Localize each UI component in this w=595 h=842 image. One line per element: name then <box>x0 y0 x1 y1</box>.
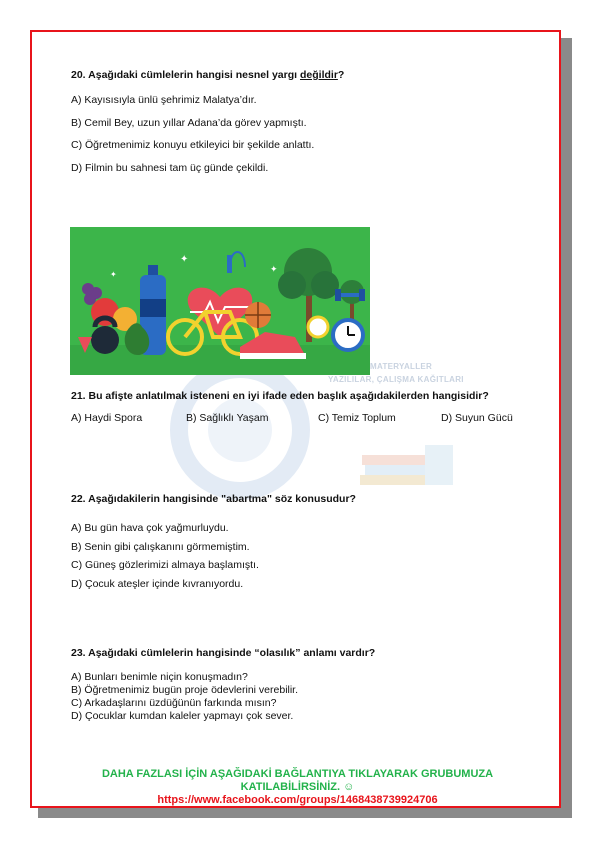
q20-option-b[interactable]: B) Cemil Bey, uzun yıllar Adana’da görev yapmıştı. <box>71 117 307 129</box>
q22-option-a[interactable]: A) Bu gün hava çok yağmurluydu. <box>71 522 229 534</box>
watermark-seal-inner <box>208 398 272 462</box>
svg-text:✦: ✦ <box>180 254 189 265</box>
illustration-svg <box>70 227 370 375</box>
q21-option-c[interactable]: C) Temiz Toplum <box>318 412 396 424</box>
svg-text:✦: ✦ <box>270 264 278 274</box>
q22-option-d[interactable]: D) Çocuk ateşler içinde kıvranıyordu. <box>71 578 244 590</box>
q23-option-c[interactable]: C) Arkadaşlarını üzdüğünün farkında mısın? <box>71 697 277 709</box>
question-22-title: 22. Aşağıdakilerin hangisinde "abartma" söz konusudur? <box>71 493 356 505</box>
q22-option-b[interactable]: B) Senin gibi çalışkanını görmemiştim. <box>71 541 250 553</box>
q20-option-a[interactable]: A) Kayısısıyla ünlü şehrimiz Malatya’dır. <box>71 94 257 106</box>
q21-option-a[interactable]: A) Haydi Spora <box>71 412 143 424</box>
footer-link[interactable]: https://www.facebook.com/groups/1468438739924706 <box>157 794 438 806</box>
q20-option-d[interactable]: D) Filmin bu sahnesi tam üç günde çekildi. <box>71 162 269 174</box>
q21-option-d[interactable]: D) Suyun Gücü <box>441 412 513 424</box>
q20-option-c[interactable]: C) Öğretmenimiz konuyu etkileyici bir şekilde anlattı. <box>71 139 315 151</box>
watermark-line1: MATERYALLER <box>370 362 433 371</box>
svg-text:✦: ✦ <box>110 270 117 279</box>
q23-option-b[interactable]: B) Öğretmenimiz bugün proje ödevlerini verebilir. <box>71 684 299 696</box>
watermark-books <box>360 445 460 495</box>
question-23-title: 23. Aşağıdaki cümlelerin hangisinde “olasılık” anlamı vardır? <box>71 647 376 659</box>
question-20-underlined: değildir <box>299 69 338 81</box>
q23-option-a[interactable]: A) Bunları benimle niçin konuşmadın? <box>71 671 248 683</box>
question-20-text: 20. <box>71 69 86 81</box>
question-20-text-before: Aşağıdaki cümlelerin hangisi nesnel yargı <box>88 69 298 81</box>
footer-line2: KATILABİLİRSİNİZ. ☺ <box>240 781 355 793</box>
footer-line1: DAHA FAZLASI İÇİN AŞAĞIDAKİ BAĞLANTIYA TIKLAYARAK GRUBUMUZA <box>101 768 494 780</box>
question-21-title: 21. Bu afişte anlatılmak isteneni en iyi ifade eden başlık aşağıdakilerden hangisidir? <box>71 390 489 402</box>
question-20-qmark: ? <box>337 69 345 81</box>
q23-option-d[interactable]: D) Çocuklar kumdan kaleler yapmayı çok sever. <box>71 710 294 722</box>
q21-option-b[interactable]: B) Sağlıklı Yaşam <box>186 412 269 424</box>
healthy-lifestyle-illustration <box>70 227 370 375</box>
watermark-line2: YAZILILAR, ÇALIŞMA KAĞITLARI <box>328 375 464 384</box>
q22-option-c[interactable]: C) Güneş gözlerimizi almaya başlamıştı. <box>71 559 259 571</box>
question-20-title <box>71 69 344 81</box>
